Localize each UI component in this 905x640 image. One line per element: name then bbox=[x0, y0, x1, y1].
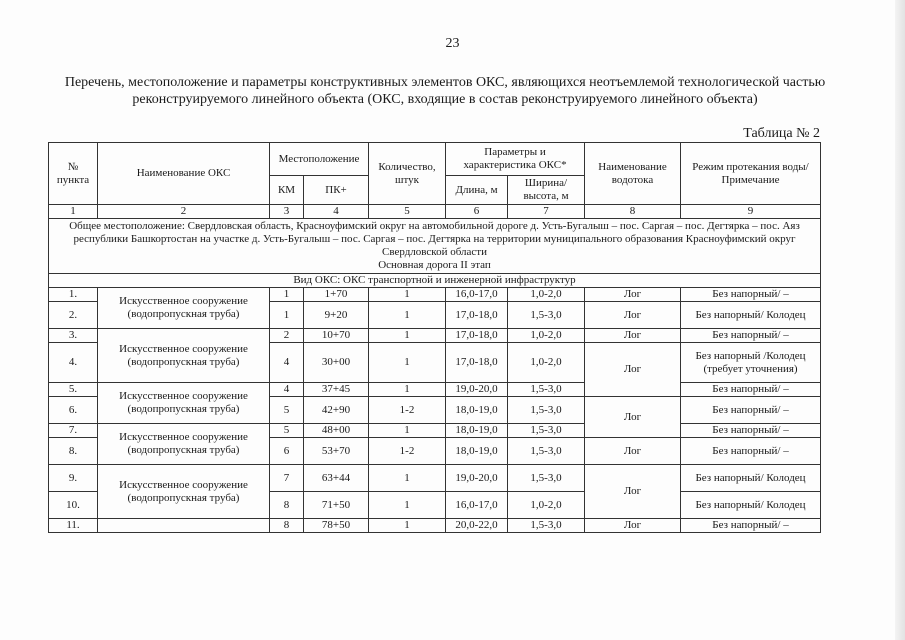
row-length: 19,0-20,0 bbox=[446, 465, 508, 492]
row-qty: 1 bbox=[369, 302, 446, 329]
table-row bbox=[49, 383, 821, 397]
row-km: 1 bbox=[270, 302, 304, 329]
row-regime: Без напорный/ – bbox=[681, 438, 821, 465]
column-number: 8 bbox=[585, 205, 681, 219]
row-width: 1,5-3,0 bbox=[508, 438, 585, 465]
row-width: 1,0-2,0 bbox=[508, 288, 585, 302]
header-km: КМ bbox=[270, 176, 304, 205]
structure-name: Искусственное сооружение (водопропускная труба) bbox=[98, 383, 270, 424]
row-num: 5. bbox=[49, 383, 98, 397]
row-watercourse: Лог bbox=[585, 329, 681, 343]
row-length: 16,0-17,0 bbox=[446, 288, 508, 302]
row-qty: 1 bbox=[369, 329, 446, 343]
column-number: 4 bbox=[304, 205, 369, 219]
row-pk: 10+70 bbox=[304, 329, 369, 343]
row-width: 1,0-2,0 bbox=[508, 329, 585, 343]
row-watercourse: Лог bbox=[585, 438, 681, 465]
row-km: 4 bbox=[270, 383, 304, 397]
row-num: 6. bbox=[49, 397, 98, 424]
row-num: 8. bbox=[49, 438, 98, 465]
row-km: 8 bbox=[270, 492, 304, 519]
document-title: Перечень, местоположение и параметры конструктивных элементов ОКС, являющихся неотъемлемой технологической частью реконструируемого линейного объекта (ОКС, входящие в состав реконструируемого линейного объекта) bbox=[64, 75, 826, 107]
row-pk: 37+45 bbox=[304, 383, 369, 397]
row-qty: 1 bbox=[369, 424, 446, 438]
table-row bbox=[49, 424, 821, 438]
row-length: 16,0-17,0 bbox=[446, 492, 508, 519]
table-row bbox=[49, 465, 821, 492]
oks-table bbox=[48, 142, 821, 533]
location-text: Общее местоположение: Свердловская область, Красноуфимский округ на автомобильной дороге д. Усть-Бугалыш – пос. Саргая – пос. Дегтярка – пос. Аяз республики Башкортостан на участке д. Усть-Бугалыш – пос. Саргая – пос. Дегтярка на территории муниципального образования Красноуфимский округ Свердловской области bbox=[69, 220, 800, 258]
header-row bbox=[49, 143, 821, 176]
row-pk: 63+44 bbox=[304, 465, 369, 492]
table-label: Таблица № 2 bbox=[743, 126, 820, 141]
row-width: 1,5-3,0 bbox=[508, 465, 585, 492]
header-params: Параметры и характеристика ОКС* bbox=[446, 143, 585, 176]
page-number: 23 bbox=[445, 36, 460, 51]
header-watercourse: Наименование водотока bbox=[585, 143, 681, 205]
column-number: 1 bbox=[49, 205, 98, 219]
column-number: 3 bbox=[270, 205, 304, 219]
row-pk: 53+70 bbox=[304, 438, 369, 465]
row-qty: 1 bbox=[369, 492, 446, 519]
row-length: 17,0-18,0 bbox=[446, 343, 508, 383]
row-length: 20,0-22,0 bbox=[446, 519, 508, 533]
table-row bbox=[49, 519, 821, 533]
row-length: 18,0-19,0 bbox=[446, 397, 508, 424]
row-num: 1. bbox=[49, 288, 98, 302]
header-num: № пункта bbox=[49, 143, 98, 205]
row-width: 1,5-3,0 bbox=[508, 424, 585, 438]
row-watercourse: Лог bbox=[585, 302, 681, 329]
location-cell bbox=[49, 219, 821, 274]
row-regime: Без напорный/ Колодец bbox=[681, 492, 821, 519]
row-pk: 9+20 bbox=[304, 302, 369, 329]
column-number: 5 bbox=[369, 205, 446, 219]
kind-row bbox=[49, 274, 821, 288]
row-num: 4. bbox=[49, 343, 98, 383]
header-length: Длина, м bbox=[446, 176, 508, 205]
kind-text: Вид ОКС: ОКС транспортной и инженерной инфраструктур bbox=[49, 274, 821, 288]
header-location: Местоположение bbox=[270, 143, 369, 176]
row-width: 1,5-3,0 bbox=[508, 383, 585, 397]
row-km: 2 bbox=[270, 329, 304, 343]
row-regime: Без напорный/ – bbox=[681, 383, 821, 397]
row-pk: 30+00 bbox=[304, 343, 369, 383]
header-name: Наименование ОКС bbox=[98, 143, 270, 205]
column-number: 7 bbox=[508, 205, 585, 219]
row-watercourse: Лог bbox=[585, 343, 681, 397]
row-pk: 1+70 bbox=[304, 288, 369, 302]
stage-text: Основная дорога II этап bbox=[378, 259, 491, 271]
row-pk: 71+50 bbox=[304, 492, 369, 519]
row-num: 10. bbox=[49, 492, 98, 519]
row-length: 17,0-18,0 bbox=[446, 302, 508, 329]
header-pk: ПК+ bbox=[304, 176, 369, 205]
page-edge bbox=[895, 0, 905, 640]
column-number-row bbox=[49, 205, 821, 219]
row-qty: 1 bbox=[369, 519, 446, 533]
structure-name: Искусственное сооружение (водопропускная труба) bbox=[98, 465, 270, 519]
location-row bbox=[49, 219, 821, 274]
row-num: 9. bbox=[49, 465, 98, 492]
row-width: 1,0-2,0 bbox=[508, 343, 585, 383]
column-number: 6 bbox=[446, 205, 508, 219]
table-row bbox=[49, 329, 821, 343]
row-pk: 42+90 bbox=[304, 397, 369, 424]
row-qty: 1-2 bbox=[369, 397, 446, 424]
header-qty: Количество, штук bbox=[369, 143, 446, 205]
row-pk: 48+00 bbox=[304, 424, 369, 438]
table-row bbox=[49, 288, 821, 302]
row-km: 6 bbox=[270, 438, 304, 465]
row-pk: 78+50 bbox=[304, 519, 369, 533]
row-regime: Без напорный/ – bbox=[681, 424, 821, 438]
row-regime: Без напорный/ – bbox=[681, 288, 821, 302]
row-watercourse: Лог bbox=[585, 397, 681, 438]
row-qty: 1 bbox=[369, 343, 446, 383]
row-km: 8 bbox=[270, 519, 304, 533]
row-width: 1,5-3,0 bbox=[508, 519, 585, 533]
header-regime: Режим протекания воды/ Примечание bbox=[681, 143, 821, 205]
row-km: 1 bbox=[270, 288, 304, 302]
row-qty: 1 bbox=[369, 465, 446, 492]
structure-name: Искусственное сооружение (водопропускная труба) bbox=[98, 329, 270, 383]
row-qty: 1 bbox=[369, 288, 446, 302]
row-watercourse: Лог bbox=[585, 519, 681, 533]
row-length: 18,0-19,0 bbox=[446, 424, 508, 438]
row-width: 1,5-3,0 bbox=[508, 397, 585, 424]
structure-name-empty bbox=[98, 519, 270, 533]
row-km: 5 bbox=[270, 397, 304, 424]
structure-name: Искусственное сооружение (водопропускная труба) bbox=[98, 288, 270, 329]
row-length: 17,0-18,0 bbox=[446, 329, 508, 343]
row-regime: Без напорный/ – bbox=[681, 519, 821, 533]
row-regime: Без напорный /Колодец (требует уточнения) bbox=[681, 343, 821, 383]
row-km: 4 bbox=[270, 343, 304, 383]
row-regime: Без напорный/ Колодец bbox=[681, 302, 821, 329]
row-length: 18,0-19,0 bbox=[446, 438, 508, 465]
row-km: 7 bbox=[270, 465, 304, 492]
row-width: 1,5-3,0 bbox=[508, 302, 585, 329]
row-regime: Без напорный/ – bbox=[681, 397, 821, 424]
structure-name: Искусственное сооружение (водопропускная труба) bbox=[98, 424, 270, 465]
row-watercourse: Лог bbox=[585, 465, 681, 519]
row-num: 7. bbox=[49, 424, 98, 438]
row-watercourse: Лог bbox=[585, 288, 681, 302]
row-length: 19,0-20,0 bbox=[446, 383, 508, 397]
column-number: 2 bbox=[98, 205, 270, 219]
row-width: 1,0-2,0 bbox=[508, 492, 585, 519]
column-number: 9 bbox=[681, 205, 821, 219]
row-km: 5 bbox=[270, 424, 304, 438]
row-regime: Без напорный/ – bbox=[681, 329, 821, 343]
row-qty: 1-2 bbox=[369, 438, 446, 465]
row-num: 3. bbox=[49, 329, 98, 343]
row-num: 11. bbox=[49, 519, 98, 533]
row-qty: 1 bbox=[369, 383, 446, 397]
header-width: Ширина/ высота, м bbox=[508, 176, 585, 205]
row-num: 2. bbox=[49, 302, 98, 329]
row-regime: Без напорный/ Колодец bbox=[681, 465, 821, 492]
